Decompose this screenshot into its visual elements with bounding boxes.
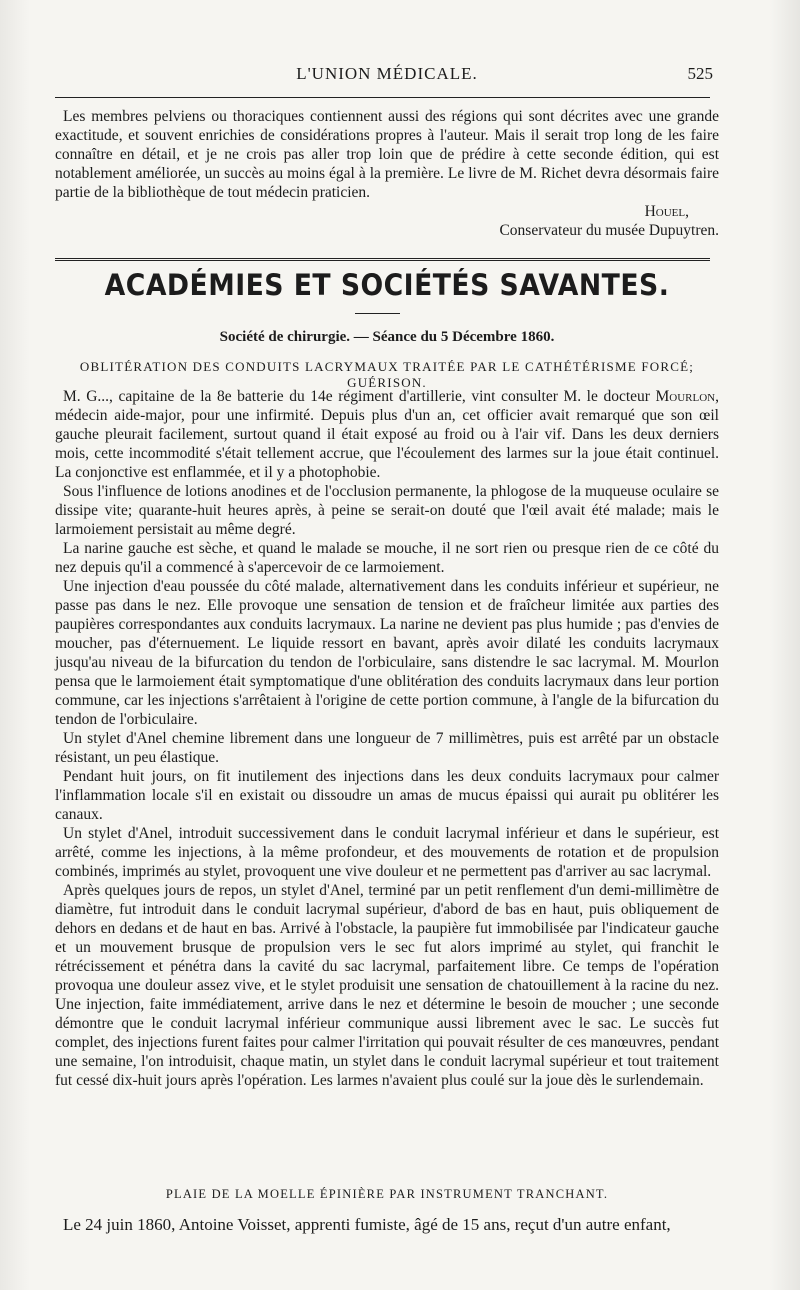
case-paragraph-3: La narine gauche est sèche, et quand le malade se mouche, il ne sort rien ou presque rien de ce côté du nez depuis qu'il a commencé à s'apercevoir de ce larmoiement. (55, 540, 719, 576)
meeting-heading: Société de chirurgie. — Séance du 5 Décembre 1860. (219, 329, 555, 345)
case-paragraph-4: Une injection d'eau poussée du côté malade, alternativement dans les conduits inférieur et supérieur, ne passe pas dans le nez. Elle provoque une sensation de tension et de fraîcheur limitée aux parties des paupières correspondantes aux conduits lacrymaux. La narine ne devient pas plus humide ; pas d'envies de moucher, pas d'éternuement. Le liquide ressort en bavant, après avoir dilaté les conduits lacrymaux jusqu'au niveau de la bifurcation du tendon de l'orbiculaire, sans distendre le sac lacrymal. M. Mourlon pensa que le larmoiement était symptomatique d'une oblitération des conduits lacrymaux dans leur portion commune, car les injections s'arrêtaient à l'origine de cette portion commune, à l'angle de la bifurcation du tendon de l'orbiculaire. (55, 578, 719, 728)
case-paragraph-5: Un stylet d'Anel chemine librement dans une longueur de 7 millimètres, puis est arrêté par un obstacle résistant, un peu élastique. (55, 730, 719, 766)
case2-first-line: Le 24 juin 1860, Antoine Voisset, apprenti fumiste, âgé de 15 ans, reçut d'un autre enfant, (63, 1215, 671, 1234)
page-number: 525 (687, 64, 713, 83)
case-paragraph-8: Après quelques jours de repos, un stylet d'Anel, terminé par un petit renflement d'un demi-millimètre de diamètre, fut introduit dans le conduit lacrymal supérieur, d'abord de bas en haut, puis obliquement de dehors en dedans et de haut en bas. Arrivé à l'obstacle, la paupière fut immobilisée par l'indicateur gauche et un mouvement brusque de propulsion vers le sec fut alors imprimé au stylet, qui franchit le rétrécissement et pénétra dans la cavité du sac lacrymal, parfaitement libre. Ce temps de l'opération provoqua une douleur assez vive, et le stylet produisit une sensation de chatouillement à la racine du nez. Une injection, faite immédiatement, arrive dans le nez et détermine le besoin de moucher ; une seconde démontre que le conduit lacrymal inférieur communique aussi librement avec le sac. Le succès fut complet, des injections furent faites pour calmer l'irritation qui pouvait résulter de ces manœuvres, pendant une semaine, l'on introduisit, chaque matin, un stylet dans le conduit lacrymal supérieur et tout traitement fut cessé dix-huit jours après l'opération. Les larmes n'avaient plus coulé sur la joue dès le surlendemain. (55, 882, 719, 1089)
signature-title: Conservateur du musée Dupuytren. (499, 222, 719, 239)
case-paragraph-1: M. G..., capitaine de la 8e batterie du 14e régiment d'artillerie, vint consulter M. le docteur Mourlon, médecin aide-major, pour une infirmité. Depuis plus d'un an, cet officier avait remarqué que son œil gauche pleurait facilement, surtout quand il était exposé au froid ou à l'air vif. Dans les deux derniers mois, cette incommodité s'était tellement accrue, que l'écoulement des larmes sur la joue était continuel. La conjonctive est enflammée, et il y a photophobie. (55, 388, 719, 481)
running-title: L'UNION MÉDICALE. (296, 64, 478, 83)
case-paragraph-2: Sous l'influence de lotions anodines et de l'occlusion permanente, la phlogose de la muqueuse oculaire se dissipe vite; quarante-huit heures après, à peine se serait-on douté que l'œil avait été malade; mais le larmoiement persistait au même degré. (55, 483, 719, 538)
case-title: OBLITÉRATION DES CONDUITS LACRYMAUX TRAITÉE PAR LE CATHÉTÉRISME FORCÉ; GUÉRISON. (79, 359, 695, 390)
section-title: ACADÉMIES ET SOCIÉTÉS SAVANTES. (104, 268, 670, 302)
case-paragraph-6: Pendant huit jours, on fit inutilement des injections dans les deux conduits lacrymaux pour calmer l'inflammation locale s'il en existait ou dissoudre un amas de mucus épaissi qui aurait pu oblitérer les canaux. (55, 768, 719, 823)
section-title-rule (355, 313, 400, 314)
doctor-name: Mourlon (655, 388, 716, 405)
header-rule (55, 97, 710, 98)
review-paragraph: Les membres pelviens ou thoraciques contiennent aussi des régions qui sont décrites avec une grande exactitude, et souvent enrichies de considérations propres à l'auteur. Mais il serait trop long de les faire connaître en détail, et je ne crois pas aller trop loin que de prédire à cette seconde édition, qui est notablement améliorée, un succès au moins égal à la première. Le livre de M. Richet devra désormais faire partie de la bibliothèque de tout médecin praticien. (55, 108, 719, 201)
case-body (55, 387, 719, 1090)
review-block (55, 107, 719, 240)
case2-title: PLAIE DE LA MOELLE ÉPINIÈRE PAR INSTRUMENT TRANCHANT. (165, 1187, 609, 1201)
case-paragraph-7: Un stylet d'Anel, introduit successivement dans le conduit lacrymal inférieur et dans le supérieur, est arrêté, comme les injections, à la même profondeur, et des mouvements de rotation et de propulsion combinés, imprimés au stylet, provoquent une vive douleur et ne permettent pas d'arriver au sac lacrymal. (55, 825, 719, 880)
section-double-rule (55, 258, 710, 263)
signature-name: Houel, (644, 203, 689, 220)
running-head (55, 60, 719, 90)
